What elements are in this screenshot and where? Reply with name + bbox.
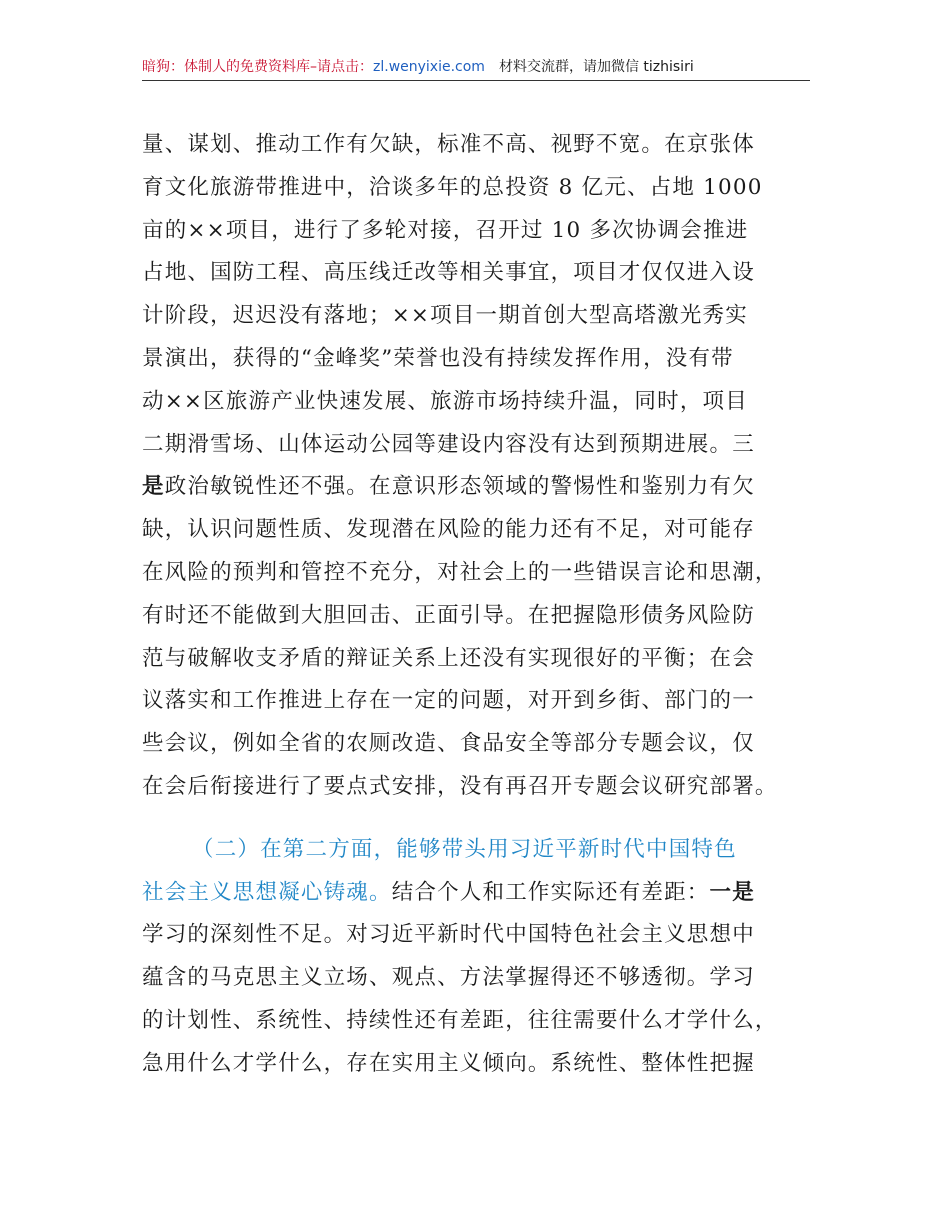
section-heading-cont: 社会主义思想凝心铸魂。 (142, 879, 392, 905)
text-line: 育文化旅游带推进中，洽谈多年的总投资 8 亿元、占地 1000 (142, 174, 763, 200)
header-divider (142, 80, 810, 81)
bold-marker: 一是 (709, 879, 755, 905)
text-line: 急用什么才学什么，存在实用主义倾向。系统性、整体性把握 (142, 1050, 755, 1076)
page-header (142, 56, 810, 82)
header-contact: 材料交流群，请加微信 tizhisiri (498, 59, 694, 75)
text-line: 动××区旅游产业快速发展、旅游市场持续升温，同时，项目 (142, 388, 748, 414)
header-separator: –请点击： (310, 59, 373, 75)
text-line: 在风险的预判和管控不充分，对社会上的一些错误言论和思潮， (142, 559, 778, 585)
text-line: 二期滑雪场、山体运动公园等建设内容没有达到预期进展。三 (142, 431, 755, 457)
text-line: 在会后衔接进行了要点式安排，没有再召开专题会议研究部署。 (142, 773, 778, 799)
text-line: 蕴含的马克思主义立场、观点、方法掌握得还不够透彻。学习 (142, 965, 755, 991)
text-span: 政治敏锐性还不强。在意识形态领域的警惕性和鉴别力有欠 (164, 474, 755, 500)
header-link[interactable]: zl.wenyixie.com (373, 59, 485, 75)
text-line: 的计划性、系统性、持续性还有差距，往往需要什么才学什么， (142, 1007, 778, 1033)
section-heading: （二）在第二方面，能够带头用习近平新时代中国特色 (192, 836, 737, 862)
header-brand: 暗狗：体制人的免费资料库 (142, 59, 310, 75)
paragraph-gap (142, 809, 832, 829)
text-line (142, 872, 832, 915)
text-line: 景演出，获得的“金峰奖”荣誉也没有持续发挥作用，没有带 (142, 345, 734, 371)
text-line: 些会议，例如全省的农厕改造、食品安全等部分专题会议，仅 (142, 731, 755, 757)
text-line: 范与破解收支矛盾的辩证关系上还没有实现很好的平衡；在会 (142, 645, 755, 671)
text-line: 缺，认识问题性质、发现潜在风险的能力还有不足，对可能存 (142, 517, 755, 543)
text-line: 有时还不能做到大胆回击、正面引导。在把握隐形债务风险防 (142, 602, 755, 628)
text-line (142, 466, 832, 509)
text-line: 亩的××项目，进行了多轮对接，召开过 10 多次协调会推进 (142, 217, 749, 243)
text-line: 量、谋划、推动工作有欠缺，标准不高、视野不宽。在京张体 (142, 132, 755, 157)
text-line: 占地、国防工程、高压线迁改等相关事宜，项目才仅仅进入设 (142, 260, 755, 286)
text-line: 学习的深刻性不足。对习近平新时代中国特色社会主义思想中 (142, 922, 755, 948)
text-span: 结合个人和工作实际还有差距： (391, 879, 710, 905)
bold-marker: 是 (142, 474, 165, 500)
document-body (142, 124, 832, 1086)
text-line: 计阶段，迟迟没有落地；××项目一期首创大型高塔激光秀实 (142, 303, 748, 329)
text-line: 议落实和工作推进上存在一定的问题，对开到乡街、部门的一 (142, 688, 755, 714)
